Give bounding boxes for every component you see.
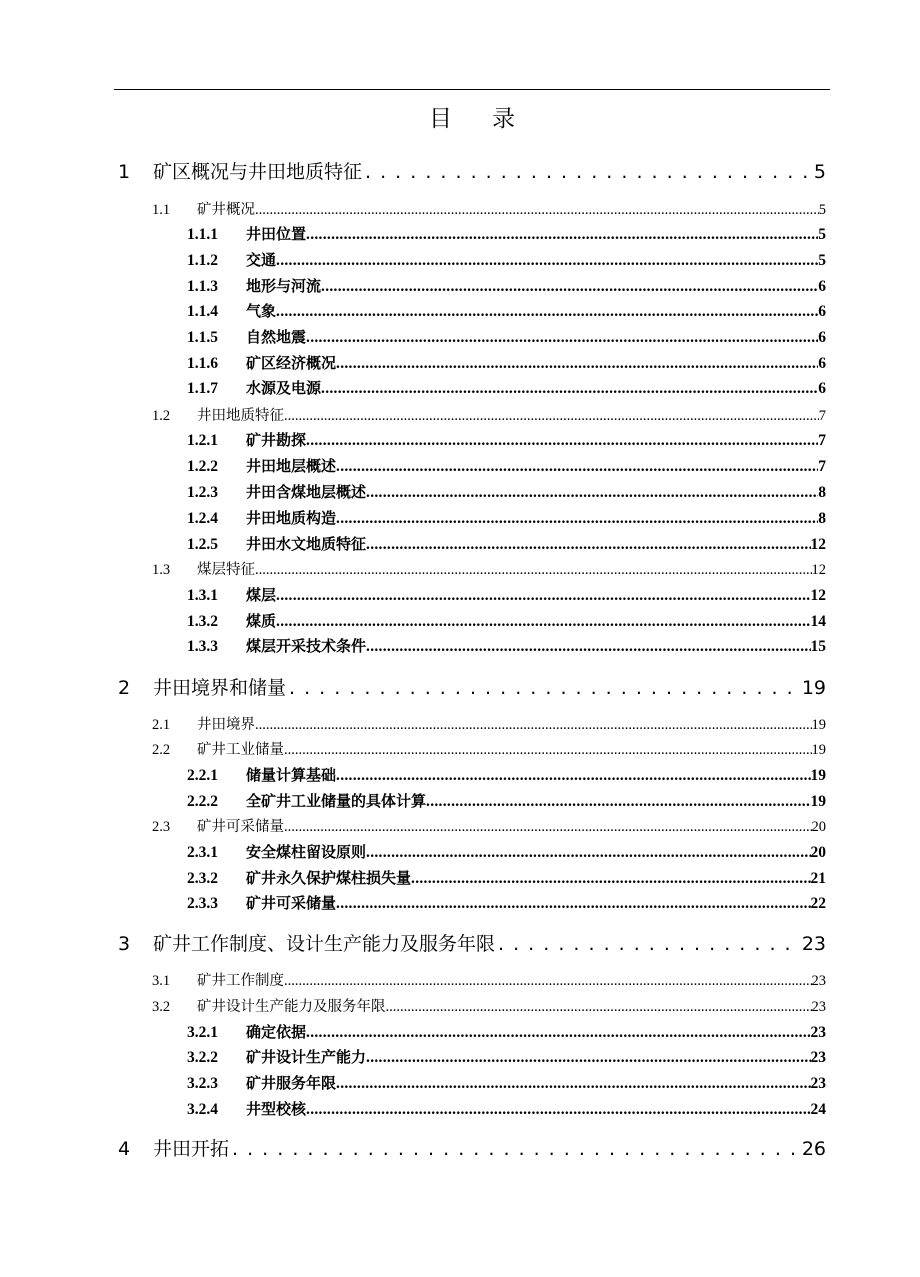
toc-entry-level3[interactable] [187, 764, 826, 790]
toc-entry-page: 5 [818, 202, 826, 218]
toc-entry-title: 矿井可采储量 [246, 894, 337, 912]
toc-entry-title: 矿井设计生产能力 [246, 1048, 367, 1066]
toc-entry-page: 23 [810, 1049, 826, 1066]
toc-dot-leader [321, 278, 818, 296]
toc-entry-level3[interactable] [187, 867, 826, 893]
toc-entry-level3[interactable] [187, 841, 826, 867]
toc-entry-page: 6 [818, 355, 826, 372]
toc-dot-leader [284, 819, 812, 836]
toc-entry-number: 1.2.5 [187, 536, 218, 553]
toc-entry-number: 1.2.3 [187, 484, 218, 501]
toc-entry-number: 1.1.4 [187, 303, 218, 320]
toc-entry-level3[interactable] [187, 533, 826, 559]
toc-dot-leader [336, 895, 810, 913]
toc-entry-page: 6 [818, 278, 826, 295]
toc-entry-level3[interactable] [187, 377, 826, 403]
toc-dot-leader [306, 1101, 810, 1119]
toc-entry-level2[interactable] [152, 713, 826, 739]
toc-entry-title: 煤质 [246, 612, 277, 630]
toc-entry-level2[interactable] [152, 995, 826, 1021]
toc-dot-leader [276, 252, 818, 270]
toc-entry-page: 23 [810, 1024, 826, 1041]
toc-entry-page: 23 [810, 1075, 826, 1092]
toc-entry-number: 2.2.2 [187, 793, 218, 810]
toc-entry-title: 矿井设计生产能力及服务年限 [197, 999, 386, 1015]
toc-entry-number: 2.1 [152, 717, 171, 733]
toc-entry-number: 4 [118, 1138, 131, 1160]
toc-entry-number: 3.2.4 [187, 1101, 218, 1118]
toc-dot-leader [255, 717, 812, 734]
toc-entry-title: 煤层开采技术条件 [246, 637, 367, 655]
toc-entry-number: 1.2.4 [187, 510, 218, 527]
toc-entry-title: 井田地质特征 [197, 408, 284, 424]
toc-entry-number: 1.2 [152, 408, 171, 424]
toc-entry-page: 14 [810, 613, 826, 630]
toc-entry-page: 20 [810, 844, 826, 861]
toc-entry-title: 全矿井工业储量的具体计算 [246, 792, 427, 810]
toc-entry-level3[interactable] [187, 1046, 826, 1072]
toc-entry-title: 矿井永久保护煤柱损失量 [246, 869, 412, 887]
toc-entry-title: 矿井工业储量 [197, 742, 284, 758]
toc-entry-page: 24 [810, 1101, 826, 1118]
toc-entry-title: 确定依据 [246, 1023, 307, 1041]
toc-entry-level3[interactable] [187, 275, 826, 301]
toc-entry-title: 矿井勘探 [246, 431, 307, 449]
toc-dot-leader [276, 303, 818, 321]
toc-dot-leader [284, 973, 812, 990]
toc-entry-page: 26 [801, 1138, 826, 1160]
toc-entry-title: 安全煤柱留设原则 [246, 843, 367, 861]
toc-entry-number: 2.3.3 [187, 895, 218, 912]
toc-entry-number: 1.3.3 [187, 638, 218, 655]
toc-entry-title: 井田境界 [197, 717, 255, 733]
toc-entry-level3[interactable] [187, 635, 826, 661]
toc-dot-leader [306, 226, 818, 244]
toc-entry-number: 1 [118, 161, 131, 183]
toc-entry-number: 1.3 [152, 562, 171, 578]
toc-entry-title: 矿井工作制度 [197, 973, 284, 989]
toc-entry-page: 23 [811, 999, 826, 1015]
toc-dot-leader [366, 536, 810, 554]
toc-entry-level3[interactable] [187, 223, 826, 249]
toc-entry-page: 5 [818, 252, 826, 269]
toc-dot-leader [365, 161, 811, 183]
toc-entry-page: 7 [818, 432, 826, 449]
toc-entry-page: 5 [818, 226, 826, 243]
toc-dot-leader [306, 329, 818, 347]
toc-dot-leader [284, 408, 819, 425]
toc-dot-leader [426, 793, 810, 811]
toc-entry-page: 21 [810, 870, 826, 887]
toc-entry-page: 12 [810, 536, 826, 553]
toc-dot-leader [336, 767, 810, 785]
toc-entry-title: 井田位置 [246, 225, 307, 243]
toc-entry-title: 矿井服务年限 [246, 1074, 337, 1092]
toc-entry-title: 矿井可采储量 [197, 819, 284, 835]
toc-entry-number: 3.2.3 [187, 1075, 218, 1092]
toc-dot-leader [255, 202, 819, 219]
toc-entry-page: 6 [818, 329, 826, 346]
toc-entry-number: 2.3 [152, 819, 171, 835]
toc-entry-level2[interactable] [152, 198, 826, 224]
toc-dot-leader [232, 1138, 799, 1160]
toc-entry-number: 2 [118, 677, 131, 699]
toc-entry-level3[interactable] [187, 1021, 826, 1047]
toc-entry-title: 矿井工作制度、设计生产能力及服务年限 [153, 933, 496, 955]
toc-entry-number: 2.2.1 [187, 767, 218, 784]
toc-dot-leader [366, 844, 810, 862]
toc-entry-title: 井田境界和储量 [153, 677, 287, 699]
toc-entry-number: 1.1 [152, 202, 171, 218]
toc-dot-leader [336, 458, 818, 476]
toc-entry-number: 1.1.1 [187, 226, 218, 243]
toc-entry-number: 3 [118, 933, 131, 955]
toc-entry-title: 矿区概况与井田地质特征 [153, 161, 363, 183]
toc-entry-level1[interactable] [118, 1134, 826, 1166]
toc-entry-title: 井田含煤地层概述 [246, 483, 367, 501]
toc-entry-level3[interactable] [187, 1072, 826, 1098]
toc-entry-number: 1.1.3 [187, 278, 218, 295]
toc-entry-level2[interactable] [152, 738, 826, 764]
toc-entry-number: 2.3.1 [187, 844, 218, 861]
toc-entry-title: 井田地层概述 [246, 457, 337, 475]
toc-dot-leader [366, 638, 810, 656]
toc-entry-level3[interactable] [187, 507, 826, 533]
toc-entry-level3[interactable] [187, 790, 826, 816]
toc-dot-leader [411, 870, 810, 888]
toc-entry-title: 煤层特征 [197, 562, 255, 578]
toc-entry-level3[interactable] [187, 300, 826, 326]
toc-dot-leader [366, 1049, 810, 1067]
toc-dot-leader [306, 432, 818, 450]
toc-entry-level3[interactable] [187, 610, 826, 636]
toc-entry-level2[interactable] [152, 969, 826, 995]
toc-entry-number: 3.1 [152, 973, 171, 989]
toc-entry-number: 3.2.2 [187, 1049, 218, 1066]
toc-entry-level2[interactable] [152, 404, 826, 430]
toc-entry-title: 井田地质构造 [246, 509, 337, 527]
toc-entry-page: 12 [811, 562, 826, 578]
toc-entry-title: 煤层 [246, 586, 277, 604]
toc-entry-page: 19 [801, 677, 826, 699]
toc-dot-leader [336, 1075, 810, 1093]
toc-entry-page: 12 [810, 587, 826, 604]
toc-entry-page: 22 [810, 895, 826, 912]
toc-entry-level3[interactable] [187, 584, 826, 610]
toc-entry-page: 19 [811, 717, 826, 733]
toc-entry-title: 气象 [246, 302, 277, 320]
toc-entry-page: 7 [818, 458, 826, 475]
toc-entry-number: 3.2 [152, 999, 171, 1015]
toc-entry-page: 20 [811, 819, 826, 835]
toc-entry-level3[interactable] [187, 892, 826, 918]
toc-entry-number: 1.2.2 [187, 458, 218, 475]
toc-entry-level3[interactable] [187, 249, 826, 275]
toc-entry-page: 19 [810, 793, 826, 810]
toc-entry-level2[interactable] [152, 558, 826, 584]
toc-entry-level3[interactable] [187, 326, 826, 352]
toc-entry-title: 地形与河流 [246, 277, 322, 295]
toc-entry-page: 6 [818, 303, 826, 320]
toc-entry-number: 1.1.6 [187, 355, 218, 372]
toc-dot-leader [255, 562, 812, 579]
toc-entry-title: 储量计算基础 [246, 766, 337, 784]
toc-dot-leader [336, 510, 818, 528]
toc-dot-leader [276, 613, 810, 631]
page-title-text: 目录 [429, 106, 555, 132]
toc-entry-number: 1.1.5 [187, 329, 218, 346]
toc-entry-number: 3.2.1 [187, 1024, 218, 1041]
toc-entry-level1[interactable] [118, 929, 826, 961]
toc-entry-level1[interactable] [118, 673, 826, 705]
toc-entry-page: 6 [818, 380, 826, 397]
toc-entry-page: 23 [811, 973, 826, 989]
toc-dot-leader [306, 1024, 810, 1042]
page-title [114, 104, 830, 134]
toc-entry-level1[interactable] [118, 157, 826, 189]
toc-entry-level3[interactable] [187, 352, 826, 378]
toc-entry-title: 水源及电源 [246, 379, 322, 397]
toc-dot-leader [366, 484, 818, 502]
toc-dot-leader [336, 355, 818, 373]
toc-dot-leader [284, 742, 812, 759]
toc-dot-leader [321, 380, 818, 398]
toc-entry-title: 矿井概况 [197, 202, 255, 218]
toc-entry-page: 15 [810, 638, 826, 655]
toc-entry-number: 2.3.2 [187, 870, 218, 887]
toc-entry-page: 7 [818, 408, 826, 424]
toc-entry-title: 自然地震 [246, 328, 307, 346]
toc-entry-page: 5 [813, 161, 826, 183]
toc-entry-number: 1.3.2 [187, 613, 218, 630]
header-rule [114, 89, 830, 90]
toc-entry-page: 19 [811, 742, 826, 758]
toc-entry-number: 1.1.2 [187, 252, 218, 269]
toc-dot-leader [289, 677, 799, 699]
toc-entry-title: 井型校核 [246, 1100, 307, 1118]
toc-entry-page: 8 [818, 510, 826, 527]
toc-dot-leader [276, 587, 810, 605]
toc-entry-page: 19 [810, 767, 826, 784]
toc-entry-number: 2.2 [152, 742, 171, 758]
toc-entry-number: 1.3.1 [187, 587, 218, 604]
toc-entry-number: 1.1.7 [187, 380, 218, 397]
toc-entry-title: 矿区经济概况 [246, 354, 337, 372]
toc-entry-page: 23 [801, 933, 826, 955]
toc-entry-level2[interactable] [152, 815, 826, 841]
toc-entry-level3[interactable] [187, 1098, 826, 1124]
toc-entry-number: 1.2.1 [187, 432, 218, 449]
toc-entry-level3[interactable] [187, 455, 826, 481]
toc-entry-level3[interactable] [187, 481, 826, 507]
toc-entry-title: 井田水文地质特征 [246, 535, 367, 553]
toc-entry-title: 井田开拓 [153, 1138, 230, 1160]
toc-dot-leader [498, 933, 799, 955]
toc-entry-level3[interactable] [187, 429, 826, 455]
toc-entry-title: 交通 [246, 251, 277, 269]
toc-entry-page: 8 [818, 484, 826, 501]
toc-dot-leader [386, 999, 812, 1016]
